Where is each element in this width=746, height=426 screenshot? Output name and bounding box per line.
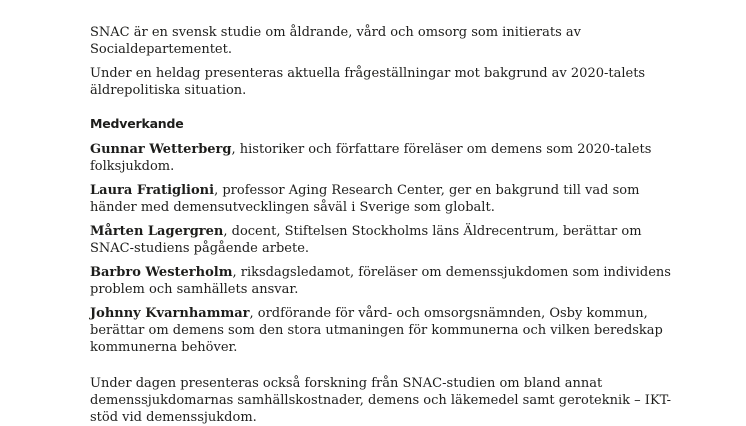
participant-paragraph bbox=[90, 141, 676, 175]
intro-paragraph-1: SNAC är en svensk studie om åldrande, vård och omsorg som initierats av Socialdepartementet. bbox=[90, 25, 582, 57]
participant-name: Laura Fratiglioni bbox=[90, 183, 215, 198]
participant-description: , historiker och författare föreläser om demens som 2020-talets folksjukdom. bbox=[90, 142, 652, 174]
participant-description: , riksdagsledamot, föreläser om demenssjukdomen som individens problem och samhällets ansvar. bbox=[90, 265, 671, 297]
participant-paragraph bbox=[90, 264, 676, 298]
participant-name: Johnny Kvarnhammar bbox=[90, 306, 250, 321]
document-content bbox=[90, 24, 676, 426]
intro-paragraph-2: Under en heldag presenteras aktuella frågeställningar mot bakgrund av 2020-talets äldrepolitiska situation. bbox=[90, 66, 646, 98]
section-heading-medverkande: Medverkande bbox=[90, 116, 184, 131]
participant-description: , professor Aging Research Center, ger en bakgrund till vad som händer med demensutvecklingen såväl i Sverige som globalt. bbox=[90, 183, 640, 215]
participant-name: Barbro Westerholm bbox=[90, 265, 233, 280]
participant-description: , docent, Stiftelsen Stockholms läns Äldrecentrum, berättar om SNAC-studiens pågående arbete. bbox=[90, 224, 642, 256]
participant-paragraph bbox=[90, 305, 676, 356]
participant-paragraph bbox=[90, 223, 676, 257]
participant-name: Mårten Lagergren bbox=[90, 224, 224, 239]
participant-paragraph bbox=[90, 182, 676, 216]
participant-name: Gunnar Wetterberg bbox=[90, 142, 232, 157]
participant-description: , ordförande för vård- och omsorgsnämnden, Osby kommun, berättar om demens som den stora utmaningen för kommunerna och vilken beredskap kommunerna behöver. bbox=[90, 306, 663, 355]
outro-paragraph: Under dagen presenteras också forskning från SNAC-studien om bland annat demenssjukdomarnas samhällskostnader, demens och läkemedel samt geroteknik – IKT-stöd vid demenssjukdom. bbox=[90, 376, 672, 425]
